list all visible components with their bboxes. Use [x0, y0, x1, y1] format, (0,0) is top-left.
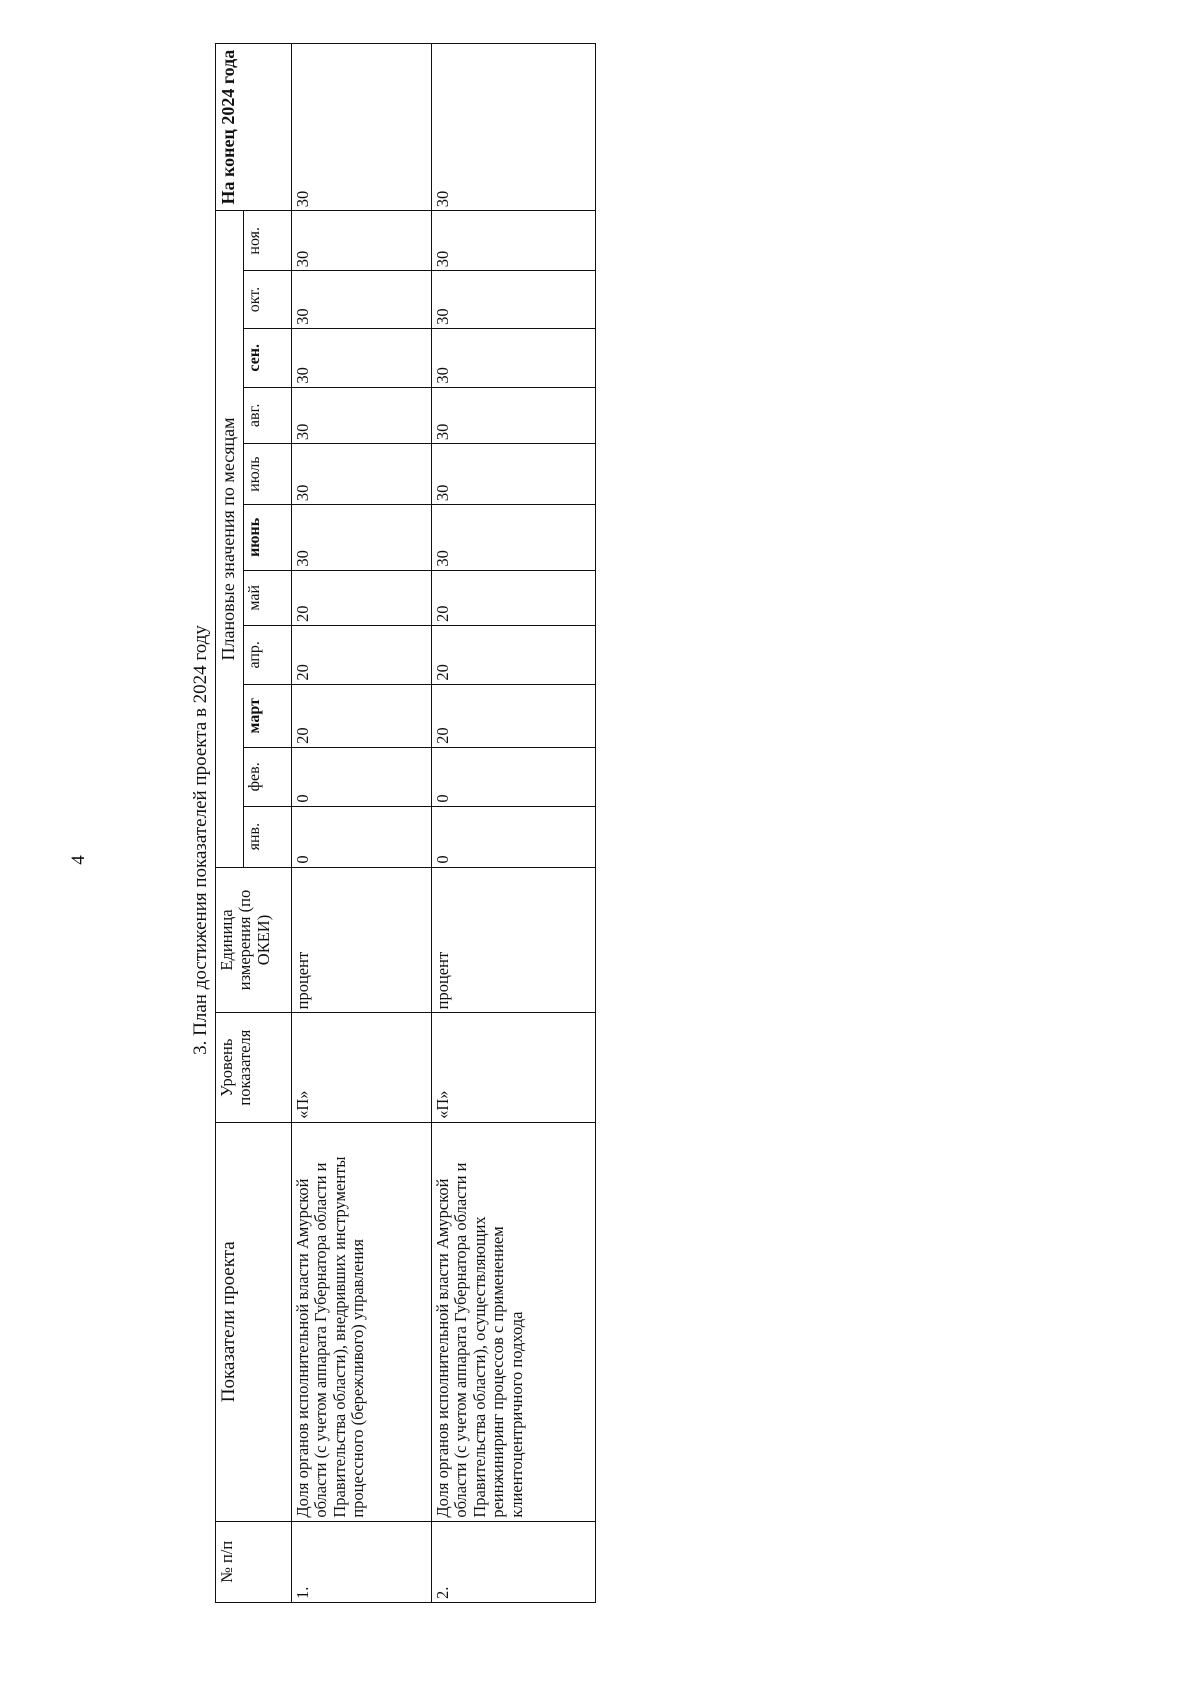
row-value: 30: [432, 271, 596, 329]
row-indicator: Доля органов исполнительной власти Амурской области (с учетом аппарата Губернатора области и Правительства области), внедривших инструменты процессного (бережливого) управления: [292, 1122, 432, 1521]
month-header: авг.: [244, 387, 292, 443]
row-value: 20: [292, 684, 432, 747]
row-level: «П»: [432, 1013, 596, 1123]
row-indicator: Доля органов исполнительной власти Амурской области (с учетом аппарата Губернатора области и Правительства области), осуществляющих реинжиниринг процессов с применением клиентоцентричного подхода: [432, 1122, 596, 1521]
header-unit: Единица измерения (по ОКЕИ): [216, 867, 292, 1013]
row-num: 2.: [432, 1521, 596, 1602]
row-value: 20: [432, 570, 596, 625]
month-header: март: [244, 684, 292, 747]
header-indicator: Показатели проекта: [216, 1122, 292, 1521]
row-value: 30: [432, 328, 596, 387]
row-value: 20: [432, 684, 596, 747]
row-value: 30: [292, 328, 432, 387]
month-header: апр.: [244, 625, 292, 684]
row-level: «П»: [292, 1013, 432, 1123]
row-value: 20: [292, 570, 432, 625]
row-value: 0: [292, 747, 432, 806]
month-header: май: [244, 570, 292, 625]
month-header: ноя.: [244, 211, 292, 271]
row-value: 30: [292, 211, 432, 271]
header-num: № п/п: [216, 1521, 292, 1602]
row-value: 30: [432, 211, 596, 271]
month-header: янв.: [244, 806, 292, 867]
section-title: 3. План достижения показателей проекта в 2024 году: [190, 625, 211, 1055]
row-value: 30: [292, 505, 432, 571]
plan-table: [215, 43, 596, 1603]
row-value: 0: [432, 747, 596, 806]
row-value: 30: [432, 444, 596, 505]
month-header: фев.: [244, 747, 292, 806]
month-header: июнь: [244, 505, 292, 571]
header-year-end: На конец 2024 года: [216, 44, 292, 211]
month-header: июль: [244, 444, 292, 505]
month-header: окт.: [244, 271, 292, 329]
row-unit: процент: [292, 867, 432, 1013]
row-year-end: 30: [292, 44, 432, 211]
table-row: [432, 44, 596, 1603]
row-value: 30: [432, 387, 596, 443]
row-value: 0: [432, 806, 596, 867]
row-value: 30: [432, 505, 596, 571]
row-value: 0: [292, 806, 432, 867]
row-value: 20: [292, 625, 432, 684]
page-number: 4: [68, 855, 89, 865]
row-unit: процент: [432, 867, 596, 1013]
month-header: сен.: [244, 328, 292, 387]
header-monthly: Плановые значения по месяцам: [216, 211, 244, 867]
header-level: Уровень показателя: [216, 1013, 292, 1123]
row-year-end: 30: [432, 44, 596, 211]
table-row: [292, 44, 432, 1603]
row-value: 30: [292, 387, 432, 443]
plan-table-container: [215, 43, 595, 1603]
row-value: 20: [432, 625, 596, 684]
row-num: 1.: [292, 1521, 432, 1602]
row-value: 30: [292, 271, 432, 329]
row-value: 30: [292, 444, 432, 505]
